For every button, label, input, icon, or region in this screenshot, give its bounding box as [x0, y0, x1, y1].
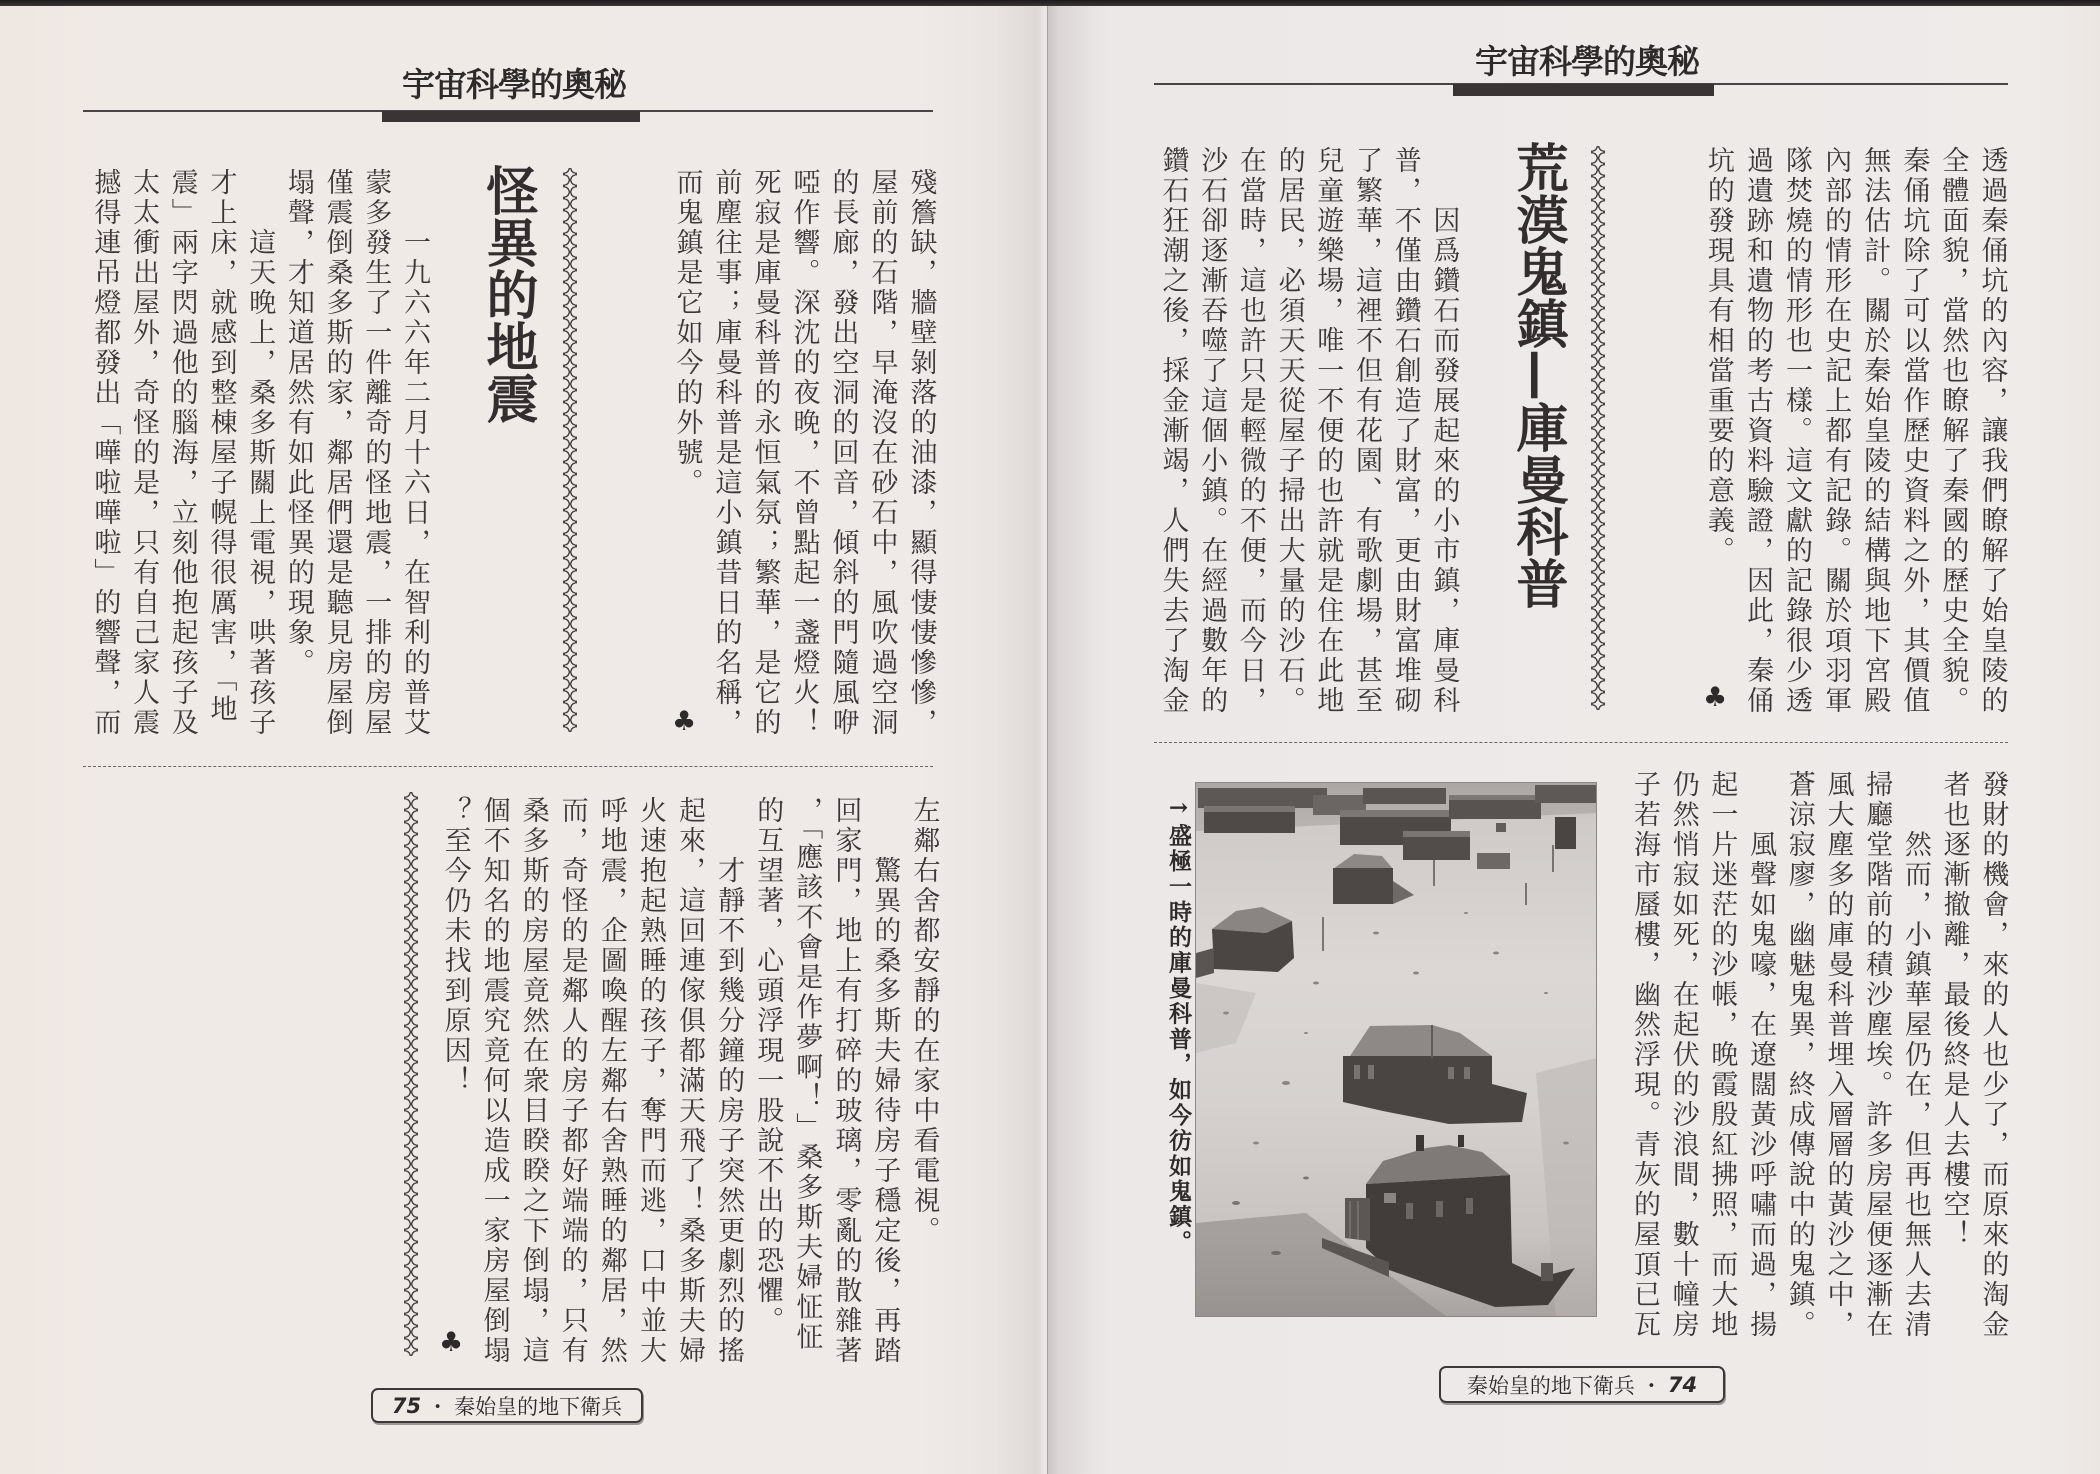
text-column: 掃廳堂階前的積沙塵埃。許多房屋便逐漸在 — [1861, 770, 1893, 1340]
text-column: 才上床，就感到整棟屋子幌得很厲害，「地 — [205, 168, 237, 725]
article-title: 荒漠鬼鎮—庫曼科普 — [1507, 141, 1567, 609]
section-divider — [83, 766, 933, 767]
header-bar — [1453, 84, 1714, 96]
text-column: 子若海市蜃樓，幽然浮現。青灰的屋頂已瓦 — [1628, 770, 1660, 1340]
scan-top-edge — [0, 0, 2100, 6]
text-column: 前塵往事；庫曼科普是這小鎮昔日的名稱， — [710, 168, 742, 738]
text-column: 一九六六年二月十六日，在智利的普艾 — [399, 228, 430, 738]
running-header-title: 宇宙科學的奧秘 — [402, 65, 626, 104]
footer-separator: ・ — [1640, 1373, 1662, 1398]
page-number: 74 — [1667, 1372, 1698, 1397]
text-column: 內部的情形在史記上都有記錄。關於項羽軍 — [1820, 146, 1852, 716]
text-column: 無法估計。關於秦始皇陵的結構與地下宮殿 — [1859, 146, 1891, 716]
arrow-right-icon: → — [1165, 794, 1192, 824]
text-column: 塌聲，才知道居然有如此怪異的現象。 — [282, 168, 314, 678]
text-column: 回家門，地上有打碎的玻璃，零亂的散雜著 — [830, 796, 862, 1366]
text-column: 風聲如鬼嚎，在遼闊黃沙呼嘯而過，揚 — [1745, 830, 1777, 1340]
diamond-chain-ornament — [404, 792, 418, 1356]
photo-caption — [1163, 794, 1193, 1255]
article-body-upper — [85, 168, 433, 748]
text-column: 透過秦俑坑的內容，讓我們瞭解了始皇陵的 — [1976, 146, 2008, 716]
text-column: 桑多斯的房屋竟然在衆目睽睽之下倒塌，這 — [517, 796, 549, 1366]
text-column: 普，不僅由鑽石創造了財富，更由財富堆砌 — [1389, 146, 1421, 716]
text-column: 風大塵多的庫曼科普埋入層層的黃沙之中， — [1822, 770, 1854, 1340]
text-column: 左鄰右舍都安靜的在家中看電視。 — [908, 796, 940, 1246]
text-column: 隊焚燒的情形也一樣。這文獻的記錄很少透 — [1781, 146, 1813, 716]
book-title: 秦始皇的地下衛兵 — [454, 1394, 623, 1419]
text-column: 發財的機會，來的人也少了，而原來的淘金 — [1977, 770, 2009, 1340]
text-column: 的互望著，心頭浮現一股說不出的恐懼。 — [752, 796, 784, 1336]
text-column: 沙石卻逐漸吞噬了這個小鎮。在經過數年的 — [1196, 146, 1228, 716]
diamond-chain-ornament — [1591, 146, 1605, 710]
text-column: 鑽石狂潮之後，採金漸竭，人們失去了淘金 — [1157, 146, 1189, 716]
text-column: 的居民，必須天天從屋子掃出大量的沙石。 — [1273, 146, 1305, 716]
continued-story-text — [668, 168, 941, 748]
text-column: 兒童遊樂場，唯一不便的也許就是住在此地 — [1312, 146, 1344, 716]
text-column: 起一片迷茫的沙帳，晚霞殷紅拂照，而大地 — [1706, 770, 1738, 1340]
page-number: 75 — [391, 1393, 422, 1418]
running-header-title: 宇宙科學的奧秘 — [1475, 42, 1699, 81]
text-column: 撼得連吊燈都發出「嘩啦嘩啦」的響聲，而 — [89, 168, 121, 738]
text-column: 僅震倒桑多斯的家，鄰居們還是聽見房屋倒 — [321, 168, 353, 738]
text-column: 秦俑坑除了可以當作歷史資料之外，其價值 — [1898, 146, 1930, 716]
text-column: 震」兩字閃過他的腦海，立刻他抱起孩子及 — [166, 168, 198, 738]
club-end-mark: ♣ — [439, 1327, 464, 1358]
text-column: 蒼涼寂廖，幽魅鬼異，終成傳說中的鬼鎮。 — [1783, 770, 1815, 1340]
header-bar — [382, 111, 640, 122]
text-column: 仍然悄寂如死，在起伏的沙浪間，數十幢房 — [1667, 770, 1699, 1340]
text-column: 在當時，這也許只是輕微的不便，而今日， — [1234, 146, 1266, 716]
text-column: 了繁華，這裡不但有花園、有歌劇場，甚至 — [1351, 146, 1382, 716]
club-end-mark: ♣ — [672, 706, 697, 737]
text-column: 而，奇怪的是鄰人的房子都好端端的，只有 — [556, 796, 588, 1366]
text-column: 坑的發現具有相當重要的意義。 — [1702, 146, 1734, 566]
text-column: 啞作響。深沈的夜晚，不曾點起一盞燈火！ — [788, 168, 820, 738]
text-column: 殘簷缺，牆壁剝落的油漆，顯得悽悽慘慘， — [905, 168, 937, 738]
club-end-mark: ♣ — [1703, 682, 1728, 713]
text-column: 而鬼鎮是它如今的外號。 — [671, 168, 703, 498]
text-column: 過遺跡和遺物的考古資料驗證，因此，秦俑 — [1741, 146, 1773, 716]
diamond-chain-ornament — [563, 168, 577, 732]
text-column: 屋前的石階，早淹沒在砂石中，風吹過空洞 — [866, 168, 898, 738]
text-column: 因爲鑽石而發展起來的小市鎮，庫曼科 — [1428, 206, 1460, 716]
text-column: 呼地震，企圖喚醒左鄰右舍熟睡的鄰居，然 — [595, 796, 627, 1366]
text-column: 驚異的桑多斯夫婦待房子穩定後，再踏 — [869, 856, 901, 1366]
article-body-lower — [435, 796, 943, 1376]
text-column: 全體面貌，當然也瞭解了秦國的歷史全貌。 — [1937, 146, 1969, 716]
book-title: 秦始皇的地下衛兵 — [1466, 1373, 1635, 1398]
text-column: ，「應該不會是作夢啊！」桑多斯夫婦怔怔 — [791, 796, 823, 1353]
text-column: 才靜不到幾分鐘的房子突然更劇烈的搖 — [713, 856, 745, 1366]
text-column: 火速抱起熟睡的孩子，奪門而逃，口中並大 — [634, 796, 666, 1366]
footer-separator: ・ — [427, 1394, 449, 1419]
book-spine — [1047, 0, 1048, 1474]
page-footer — [371, 1388, 643, 1423]
text-column: 死寂是庫曼科普的永恒氣氛；繁華，是它的 — [749, 168, 781, 738]
article-body-lower — [1624, 770, 2011, 1350]
text-column: 太太衝出屋外，奇怪的是，只有自己家人震 — [128, 168, 160, 738]
ghost-town-photo-graphic — [1196, 783, 1596, 1316]
text-column: 個不知名的地震究竟何以造成一家房屋倒塌 — [478, 796, 510, 1366]
article-title: 怪異的地震 — [477, 164, 537, 424]
text-column: 然而，小鎮華屋仍在，但再也無人去清 — [1899, 830, 1931, 1340]
text-column: 這天晚上，桑多斯關上電視，哄著孩子 — [244, 228, 276, 738]
section-divider — [1154, 742, 2008, 743]
page-footer — [1439, 1366, 1725, 1403]
text-column: 蒙多發生了一件離奇的怪地震，一排的房屋 — [360, 168, 392, 738]
article-body-upper — [1153, 146, 1463, 726]
text-column: 起來，這回連傢俱都滿天飛了！桑多斯夫婦 — [674, 796, 706, 1366]
continued-story-text — [1699, 146, 2012, 726]
text-column: 者也逐漸撤離，最後終是人去樓空！ — [1938, 770, 1970, 1250]
ghost-town-photo — [1196, 783, 1596, 1316]
text-column: 的長廊，發出空洞的回音，傾斜的門隨風咿 — [827, 168, 859, 738]
photo-caption-text: 盛極一時的庫曼科普，如今彷如鬼鎮。 — [1165, 823, 1192, 1256]
text-column: ？至今仍未找到原因！ — [439, 796, 471, 1096]
